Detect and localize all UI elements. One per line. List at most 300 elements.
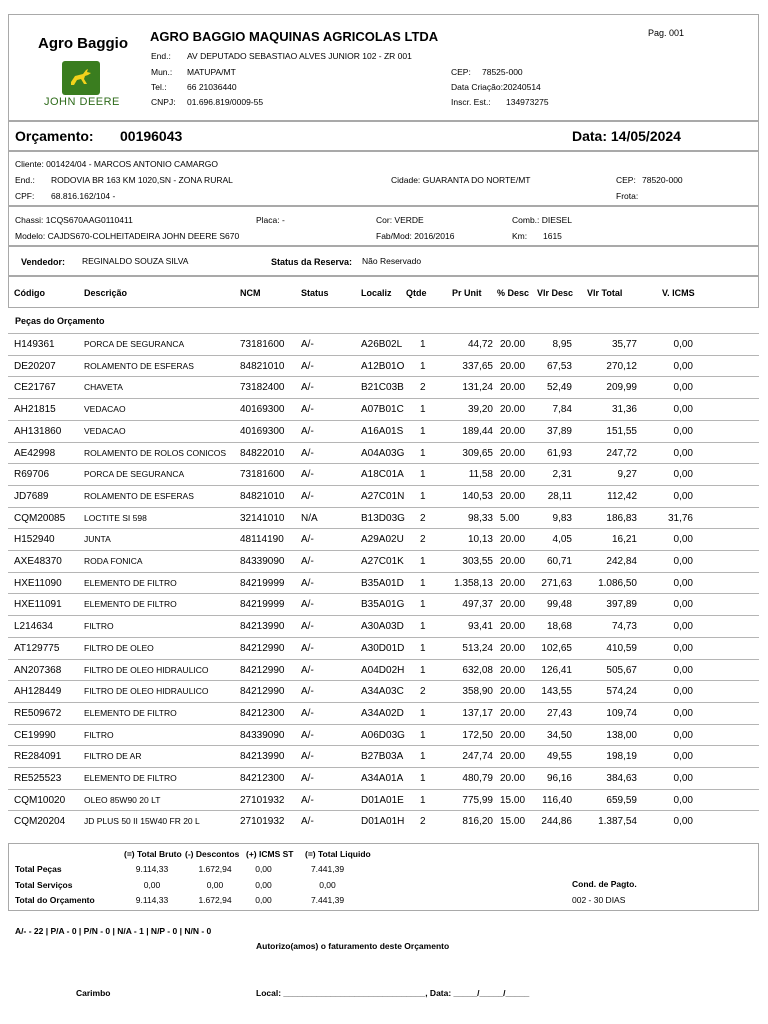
row-divider — [8, 398, 759, 399]
payment-condition-label: Cond. de Pagto. — [572, 879, 637, 889]
cell-localiz: A27C01K — [361, 556, 404, 567]
cell-pr-unit: 303,55 — [462, 556, 493, 567]
cell-codigo: CE19990 — [14, 729, 56, 741]
cell-pr-unit: 137,17 — [462, 707, 493, 719]
cell-status: A/- — [301, 773, 314, 784]
cell-descricao: FILTRO DE OLEO HIDRAULICO — [84, 686, 209, 697]
cell-pr-unit: 1.358,13 — [454, 577, 493, 589]
john-deere-logo — [62, 61, 100, 95]
cell-v-icms: 0,00 — [673, 642, 693, 654]
cell-qtde: 1 — [420, 339, 426, 350]
cell-v-icms: 0,00 — [673, 360, 693, 372]
cell-descricao: ROLAMENTO DE ROLOS CONICOS — [84, 447, 227, 458]
row-divider — [8, 789, 759, 790]
cell-pct-desc: 20.00 — [500, 773, 526, 784]
cell-codigo: CE21767 — [14, 382, 56, 394]
cell-qtde: 1 — [420, 751, 426, 763]
cell-vlr-total: 410,59 — [606, 642, 637, 654]
col-header-ncm: NCM — [240, 288, 261, 298]
cell-ncm: 27101932 — [240, 794, 285, 806]
cell-vlr-desc: 34,50 — [546, 729, 572, 741]
cell-v-icms: 0,00 — [673, 425, 693, 437]
cell-pct-desc: 20.00 — [500, 469, 526, 481]
carimbo-label: Carimbo — [76, 988, 111, 998]
header-inscr-value: 134973275 — [506, 97, 549, 107]
cell-pr-unit: 11,58 — [468, 469, 493, 481]
cell-v-icms: 0,00 — [673, 577, 693, 589]
cell-vlr-desc: 49,55 — [546, 751, 572, 763]
cell-ncm: 84213990 — [240, 751, 285, 763]
cell-pr-unit: 189,44 — [462, 425, 493, 437]
totals-row-label: Total Serviços — [15, 879, 73, 890]
cell-localiz: A06D03G — [361, 729, 405, 741]
cell-pct-desc: 20.00 — [500, 425, 526, 437]
header-cnpj-value: 01.696.819/0009-55 — [187, 97, 264, 107]
veiculo-modelo: Modelo: CAJDS670-COLHEITADEIRA JOHN DEERE S670 — [15, 231, 240, 241]
cell-localiz: A26B02L — [361, 339, 403, 350]
cell-pct-desc: 20.00 — [500, 729, 526, 741]
cell-status: A/- — [301, 469, 314, 481]
john-deere-brand-text: JOHN DEERE — [44, 96, 120, 108]
cell-ncm: 84212300 — [240, 773, 285, 784]
cliente-line: Cliente: 001424/04 - MARCOS ANTONIO CAMARGO — [15, 159, 218, 169]
cell-codigo: AN207368 — [14, 664, 62, 676]
cell-codigo: H149361 — [14, 339, 55, 350]
cell-ncm: 40169300 — [240, 425, 285, 437]
cliente-cpf-value: 68.816.162/104 - — [51, 191, 116, 201]
cell-status: A/- — [301, 751, 314, 763]
cell-localiz: A34A01A — [361, 773, 404, 784]
cell-v-icms: 0,00 — [673, 490, 693, 502]
cell-v-icms: 0,00 — [673, 404, 693, 416]
col-header-codigo: Código — [14, 288, 45, 298]
header-mun-label: Mun.: — [151, 67, 173, 77]
cell-vlr-desc: 27,43 — [546, 707, 572, 719]
col-header-pct-desc: % Desc — [497, 288, 530, 298]
totals-value: 1.672,94 — [198, 895, 232, 905]
cell-vlr-desc: 18,68 — [546, 621, 572, 633]
cell-pct-desc: 20.00 — [500, 599, 526, 611]
cell-codigo: AH128449 — [14, 686, 62, 698]
cell-localiz: A04A03G — [361, 447, 405, 459]
totals-value: 9.114,33 — [135, 895, 169, 905]
col-header-pr-unit: Pr Unit — [452, 288, 482, 298]
header-inscr-label: Inscr. Est.: — [451, 97, 491, 107]
veiculo-km-value: 1615 — [543, 231, 562, 241]
cell-vlr-desc: 9,83 — [552, 512, 572, 524]
cell-codigo: CQM20204 — [14, 816, 66, 828]
cell-qtde: 2 — [420, 512, 426, 524]
cliente-cep-label: CEP: — [616, 175, 636, 185]
veiculo-chassi: Chassi: 1CQS670AAG0110411 — [15, 215, 133, 225]
row-divider — [8, 355, 759, 356]
cell-pr-unit: 44,72 — [467, 339, 493, 350]
cell-qtde: 1 — [420, 490, 426, 502]
cell-qtde: 2 — [420, 686, 426, 698]
cell-v-icms: 0,00 — [673, 707, 693, 719]
cell-v-icms: 0,00 — [673, 599, 693, 611]
cell-localiz: B35A01G — [361, 599, 405, 611]
cell-localiz: B21C03B — [361, 382, 404, 394]
cell-codigo: H152940 — [14, 534, 55, 546]
cell-vlr-desc: 102,65 — [541, 642, 572, 654]
cell-pr-unit: 98,33 — [467, 512, 493, 524]
cell-codigo: R69706 — [14, 469, 50, 481]
cell-descricao: ELEMENTO DE FILTRO — [84, 773, 177, 783]
cliente-cidade: Cidade: GUARANTA DO NORTE/MT — [391, 175, 531, 185]
cell-v-icms: 0,00 — [673, 339, 693, 350]
cell-codigo: AE42998 — [14, 447, 56, 459]
cell-vlr-desc: 7,84 — [552, 404, 572, 416]
cell-status: A/- — [301, 686, 314, 698]
cell-v-icms: 0,00 — [673, 469, 693, 481]
orcamento-date: Data: 14/05/2024 — [572, 128, 681, 144]
row-divider — [8, 507, 759, 508]
col-header-status: Status — [301, 288, 329, 298]
cell-localiz: A27C01N — [361, 490, 405, 502]
status-summary: A/- - 22 | P/A - 0 | P/N - 0 | N/A - 1 | N/P - 0 | N/N - 0 — [15, 926, 212, 936]
cell-pr-unit: 93,41 — [467, 621, 493, 633]
cell-v-icms: 0,00 — [673, 447, 693, 459]
cell-codigo: AXE48370 — [14, 556, 62, 567]
cell-vlr-total: 74,73 — [611, 621, 637, 633]
cell-vlr-total: 270,12 — [606, 360, 637, 372]
cell-status: A/- — [301, 707, 314, 719]
cell-vlr-desc: 244,86 — [541, 816, 572, 828]
cliente-cpf-label: CPF: — [15, 191, 35, 201]
cell-status: A/- — [301, 339, 314, 350]
row-divider — [8, 572, 759, 573]
cell-status: A/- — [301, 556, 314, 567]
cell-descricao: LOCTITE SI 598 — [84, 512, 147, 523]
cell-status: A/- — [301, 664, 314, 676]
cell-qtde: 2 — [420, 534, 426, 546]
section-title: Peças do Orçamento — [15, 316, 105, 326]
cell-pr-unit: 816,20 — [462, 816, 493, 828]
cell-localiz: A30D01D — [361, 642, 405, 654]
cell-qtde: 1 — [420, 642, 426, 654]
cell-vlr-desc: 96,16 — [546, 773, 572, 784]
totals-value: 0,00 — [319, 879, 336, 890]
totals-value: 7.441,39 — [310, 895, 345, 905]
cell-vlr-total: 198,19 — [606, 751, 637, 763]
cell-vlr-total: 151,55 — [606, 425, 637, 437]
cell-pct-desc: 20.00 — [500, 664, 526, 676]
cell-pr-unit: 513,24 — [462, 642, 493, 654]
totals-header-liquido: (=) Total Liquido — [305, 849, 371, 859]
totals-header-bruto: (=) Total Bruto — [124, 849, 182, 859]
cell-pr-unit: 497,37 — [462, 599, 493, 611]
cell-status: A/- — [301, 729, 314, 741]
cell-pr-unit: 358,90 — [462, 686, 493, 698]
cell-ncm: 84339090 — [240, 556, 285, 567]
cell-vlr-desc: 126,41 — [541, 664, 572, 676]
cell-pct-desc: 20.00 — [500, 751, 526, 763]
col-header-vlr-total: Vlr Total — [587, 288, 623, 298]
cell-codigo: AH21815 — [14, 404, 56, 416]
cell-vlr-desc: 52,49 — [546, 382, 572, 394]
cell-status: A/- — [301, 360, 314, 372]
cell-status: A/- — [301, 447, 314, 459]
cell-pct-desc: 15.00 — [500, 794, 526, 806]
cliente-end-label: End.: — [15, 175, 35, 185]
cell-v-icms: 0,00 — [673, 534, 693, 546]
row-divider — [8, 420, 759, 421]
cell-vlr-total: 1.387,54 — [598, 816, 637, 828]
cell-codigo: JD7689 — [14, 490, 49, 502]
cell-descricao: PORCA DE SEGURANCA — [84, 339, 185, 349]
row-divider — [8, 745, 759, 746]
cell-pr-unit: 247,74 — [462, 751, 493, 763]
cell-localiz: B27B03A — [361, 751, 404, 763]
cell-descricao: JD PLUS 50 II 15W40 FR 20 L — [84, 816, 200, 827]
header-end-value: AV DEPUTADO SEBASTIAO ALVES JUNIOR 102 - ZR 001 — [187, 51, 412, 61]
totals-header-descontos: (-) Descontos — [185, 849, 240, 859]
totals-value: 0,00 — [143, 879, 161, 890]
cell-localiz: B13D03G — [361, 512, 405, 524]
cell-localiz: A04D02H — [361, 664, 405, 676]
cell-pct-desc: 20.00 — [500, 360, 526, 372]
cell-vlr-desc: 116,40 — [542, 794, 572, 806]
header-mun-value: MATUPA/MT — [187, 67, 236, 77]
totals-value: 0,00 — [255, 895, 272, 905]
cell-pct-desc: 20.00 — [500, 577, 526, 589]
cell-qtde: 1 — [420, 425, 426, 437]
cell-vlr-desc: 2,31 — [552, 469, 572, 481]
cliente-end-value: RODOVIA BR 163 KM 1020,SN - ZONA RURAL — [51, 175, 233, 185]
totals-header-icms-st: (+) ICMS ST — [246, 849, 294, 859]
cell-qtde: 1 — [420, 621, 426, 633]
orcamento-label: Orçamento: — [15, 128, 94, 144]
row-divider — [8, 659, 759, 660]
totals-value: 7.441,39 — [310, 864, 345, 874]
row-divider — [8, 593, 759, 594]
header-end-label: End.: — [151, 51, 171, 61]
cell-vlr-desc: 60,71 — [546, 556, 572, 567]
cell-localiz: A12B01O — [361, 360, 405, 372]
cell-ncm: 84821010 — [240, 360, 285, 372]
cell-pr-unit: 140,53 — [462, 490, 493, 502]
cell-qtde: 1 — [420, 447, 426, 459]
cell-vlr-desc: 28,11 — [547, 490, 572, 502]
cell-vlr-total: 242,84 — [606, 556, 637, 567]
row-divider — [8, 767, 759, 768]
cell-pct-desc: 20.00 — [500, 621, 526, 633]
row-divider — [8, 724, 759, 725]
cell-vlr-total: 505,67 — [606, 664, 637, 676]
cell-qtde: 1 — [420, 599, 426, 611]
cell-localiz: B35A01D — [361, 577, 404, 589]
cell-codigo: AT129775 — [14, 642, 60, 654]
cell-v-icms: 0,00 — [673, 773, 693, 784]
cell-ncm: 73182400 — [240, 382, 285, 394]
company-name: AGRO BAGGIO MAQUINAS AGRICOLAS LTDA — [150, 29, 439, 44]
cell-descricao: RODA FONICA — [84, 556, 143, 566]
cell-descricao: FILTRO — [84, 621, 114, 632]
cell-codigo: RE525523 — [14, 773, 62, 784]
cell-ncm: 27101932 — [240, 816, 285, 828]
cell-v-icms: 0,00 — [673, 794, 693, 806]
cell-localiz: A34A03C — [361, 686, 404, 698]
cell-pr-unit: 632,08 — [462, 664, 493, 676]
cell-pct-desc: 20.00 — [500, 447, 526, 459]
cell-descricao: ROLAMENTO DE ESFERAS — [84, 490, 194, 501]
cell-descricao: JUNTA — [84, 534, 111, 545]
cell-localiz: A30A03D — [361, 621, 404, 633]
cell-vlr-total: 659,59 — [606, 794, 637, 806]
row-divider — [8, 442, 759, 443]
cell-vlr-total: 1.086,50 — [598, 577, 637, 589]
reserva-status-label: Status da Reserva: — [271, 257, 353, 267]
totals-value: 9.114,33 — [135, 864, 169, 874]
cell-qtde: 2 — [420, 382, 426, 394]
cell-pr-unit: 131,24 — [462, 382, 493, 394]
cell-vlr-total: 112,42 — [607, 490, 637, 502]
cell-localiz: A29A02U — [361, 534, 404, 546]
cell-status: A/- — [301, 642, 314, 654]
cell-ncm: 84212990 — [240, 664, 285, 676]
cell-ncm: 84212990 — [240, 686, 285, 698]
cell-v-icms: 31,76 — [667, 512, 693, 524]
cell-v-icms: 0,00 — [673, 382, 693, 394]
cell-vlr-desc: 8,95 — [552, 339, 572, 350]
cell-status: A/- — [301, 382, 314, 394]
cell-localiz: D01A01E — [361, 794, 404, 806]
cell-vlr-desc: 143,55 — [541, 686, 572, 698]
row-divider — [8, 528, 759, 529]
cell-ncm: 84212990 — [240, 642, 285, 654]
cell-vlr-desc: 67,53 — [546, 360, 572, 372]
cell-codigo: AH131860 — [14, 425, 62, 437]
cell-qtde: 1 — [420, 404, 426, 416]
cell-v-icms: 0,00 — [673, 686, 693, 698]
cell-status: A/- — [301, 534, 314, 546]
cell-localiz: A07B01C — [361, 404, 404, 416]
cell-descricao: VEDACAO — [84, 404, 126, 415]
cell-pct-desc: 20.00 — [500, 556, 526, 567]
cell-localiz: A34A02D — [361, 707, 404, 719]
cell-ncm: 73181600 — [240, 469, 285, 481]
cell-pr-unit: 337,65 — [462, 360, 493, 372]
page-number: Pag. 001 — [648, 28, 685, 38]
cell-descricao: OLEO 85W90 20 LT — [84, 794, 161, 805]
header-data-criacao: Data Criação:20240514 — [451, 82, 541, 92]
cell-localiz: A18C01A — [361, 469, 404, 481]
cell-descricao: ELEMENTO DE FILTRO — [84, 577, 177, 588]
veiculo-fab: Fab/Mod: 2016/2016 — [376, 231, 455, 241]
row-divider — [8, 463, 759, 464]
cell-vlr-total: 247,72 — [606, 447, 637, 459]
header-cep-value: 78525-000 — [482, 67, 523, 77]
cell-vlr-total: 209,99 — [606, 382, 637, 394]
cell-ncm: 48114190 — [240, 534, 284, 546]
cell-pr-unit: 10,13 — [467, 534, 493, 546]
cell-vlr-desc: 99,48 — [546, 599, 572, 611]
cell-qtde: 1 — [420, 729, 426, 741]
cell-pr-unit: 480,79 — [462, 773, 493, 784]
cell-status: A/- — [301, 816, 314, 828]
cell-codigo: HXE11090 — [14, 577, 62, 589]
cell-pct-desc: 5.00 — [500, 512, 520, 524]
totals-value: 0,00 — [255, 864, 272, 874]
cell-pr-unit: 172,50 — [462, 729, 493, 741]
cell-qtde: 2 — [420, 816, 426, 828]
cell-codigo: CQM20085 — [14, 512, 66, 524]
cell-v-icms: 0,00 — [673, 751, 693, 763]
cell-descricao: CHAVETA — [84, 382, 123, 393]
row-divider — [8, 702, 759, 703]
cell-vlr-desc: 37,89 — [546, 425, 572, 437]
cell-ncm: 84219999 — [240, 599, 285, 611]
cell-status: A/- — [301, 599, 314, 611]
header-tel-label: Tel.: — [151, 82, 167, 92]
cell-ncm: 84339090 — [240, 729, 285, 741]
col-header-descricao: Descrição — [84, 288, 128, 298]
cell-v-icms: 0,00 — [673, 556, 693, 567]
totals-value: 1.672,94 — [198, 864, 232, 874]
cell-qtde: 1 — [420, 707, 426, 719]
cell-status: A/- — [301, 425, 314, 437]
row-divider — [8, 485, 759, 486]
cell-descricao: ELEMENTO DE FILTRO — [84, 707, 177, 718]
cell-qtde: 1 — [420, 556, 426, 567]
cell-ncm: 40169300 — [240, 404, 285, 416]
row-divider — [8, 680, 759, 681]
cell-vlr-desc: 4,05 — [552, 534, 572, 546]
totals-value: 0,00 — [255, 879, 272, 890]
cell-pr-unit: 39,20 — [467, 404, 493, 416]
cell-vlr-total: 574,24 — [606, 686, 637, 698]
header-cep-label: CEP: — [451, 67, 471, 77]
row-divider — [8, 637, 759, 638]
cell-status: A/- — [301, 577, 314, 589]
cliente-cep-value: 78520-000 — [642, 175, 683, 185]
col-header-localiz: Localiz — [361, 288, 392, 298]
cell-pct-desc: 20.00 — [500, 686, 526, 698]
col-header-qtde: Qtde — [406, 288, 427, 298]
cell-descricao: ROLAMENTO DE ESFERAS — [84, 360, 194, 371]
cell-codigo: HXE11091 — [14, 599, 62, 611]
cell-ncm: 84821010 — [240, 490, 285, 502]
cell-status: A/- — [301, 404, 314, 416]
cell-vlr-total: 138,00 — [606, 729, 637, 741]
cell-ncm: 32141010 — [240, 512, 285, 524]
cell-pr-unit: 775,99 — [462, 794, 493, 806]
cell-qtde: 1 — [420, 664, 426, 676]
cell-pct-desc: 15.00 — [500, 816, 526, 828]
cell-pct-desc: 20.00 — [500, 404, 526, 416]
totals-row-label: Total do Orçamento — [15, 895, 95, 905]
cell-ncm: 73181600 — [240, 339, 285, 350]
cell-ncm: 84219999 — [240, 577, 285, 589]
cell-v-icms: 0,00 — [673, 664, 693, 676]
cell-status: A/- — [301, 621, 314, 633]
cell-pct-desc: 20.00 — [500, 534, 526, 546]
col-header-v-icms: V. ICMS — [662, 288, 695, 298]
cell-ncm: 84212300 — [240, 707, 285, 719]
row-divider — [8, 376, 759, 377]
cell-vlr-total: 397,89 — [606, 599, 637, 611]
cell-codigo: L214634 — [14, 621, 53, 633]
orcamento-number: 00196043 — [120, 128, 183, 144]
cell-vlr-desc: 271,63 — [541, 577, 572, 589]
cell-descricao: FILTRO DE OLEO HIDRAULICO — [84, 664, 209, 675]
vendedor-name: REGINALDO SOUZA SILVA — [82, 256, 189, 266]
cell-vlr-total: 16,21 — [611, 534, 637, 546]
row-divider — [8, 810, 759, 811]
payment-condition-value: 002 - 30 DIAS — [572, 895, 626, 905]
col-header-vlr-desc: Vlr Desc — [537, 288, 574, 298]
